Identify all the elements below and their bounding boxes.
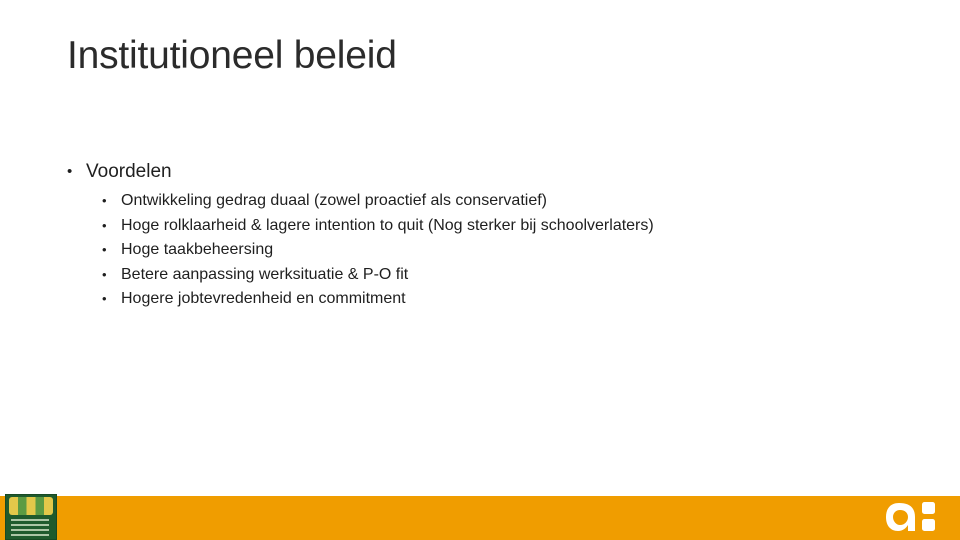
bullet-glyph: • xyxy=(102,193,107,208)
bullet-glyph: • xyxy=(67,163,73,180)
sub-bullet-item xyxy=(102,263,927,288)
slide-title: Institutioneel beleid xyxy=(67,34,397,77)
bullet-level1 xyxy=(67,160,927,184)
sub-bullet-text: Hoge rolklaarheid & lagere intention to quit (Nog sterker bij schoolverlaters) xyxy=(121,216,654,234)
brand-logo-icon xyxy=(885,500,943,534)
logo-text-lines xyxy=(11,519,49,539)
bullet-glyph: • xyxy=(102,291,107,306)
sub-bullet-text: Ontwikkeling gedrag duaal (zowel proactief als conservatief) xyxy=(121,192,547,209)
sub-bullet-text: Hogere jobtevredenheid en commitment xyxy=(121,290,406,307)
slide-content xyxy=(67,160,927,312)
sub-bullet-list xyxy=(67,189,927,312)
sub-bullet-text: Betere aanpassing werksituatie & P-O fit xyxy=(121,265,409,283)
bullet-glyph: • xyxy=(102,242,107,257)
institution-logo-icon xyxy=(5,494,57,540)
logo-figures xyxy=(9,497,53,515)
bullet-glyph: • xyxy=(102,217,107,233)
sub-bullet-text: Hoge taakbeheersing xyxy=(121,241,274,258)
sub-bullet-item xyxy=(102,238,927,263)
bullet-glyph: • xyxy=(102,266,107,282)
footer-bar xyxy=(0,496,960,540)
sub-bullet-item xyxy=(102,214,927,239)
sub-bullet-item xyxy=(102,189,927,214)
sub-bullet-item xyxy=(102,287,927,312)
bullet-label: Voordelen xyxy=(86,161,172,182)
